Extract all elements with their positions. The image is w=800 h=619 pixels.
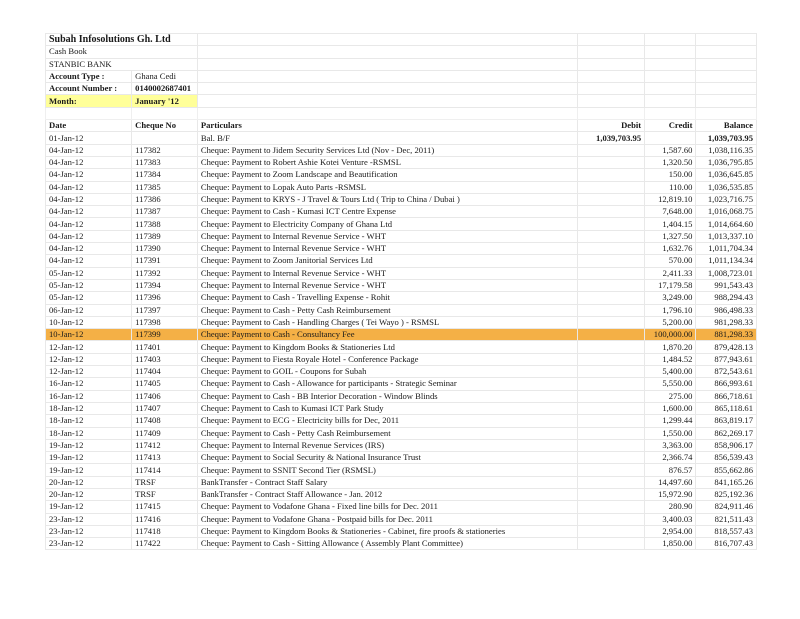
cell-balance: 1,011,704.34 xyxy=(696,243,757,255)
cell-cheque: 117385 xyxy=(132,181,198,193)
cell-particulars: Cheque: Payment to Cash - Handling Charges ( Tei Wayo ) - RSMSL xyxy=(197,316,578,328)
table-row xyxy=(46,415,757,427)
account-number-row xyxy=(46,83,757,95)
cell-particulars: Cheque: Payment to Robert Ashie Kotei Venture -RSMSL xyxy=(197,156,578,168)
cell-date: 19-Jan-12 xyxy=(46,501,132,513)
cell-particulars: Cheque: Payment to Jidem Security Services Ltd (Nov - Dec, 2011) xyxy=(197,144,578,156)
cell-cheque: 117406 xyxy=(132,390,198,402)
cell-cheque: 117422 xyxy=(132,538,198,550)
cell-particulars: Cheque: Payment to Cash - Sitting Allowance ( Assembly Plant Committee) xyxy=(197,538,578,550)
cell-credit: 1,587.60 xyxy=(645,144,696,156)
cell-date: 12-Jan-12 xyxy=(46,353,132,365)
column-header-row xyxy=(46,120,757,132)
cell-particulars: Cheque: Payment to Internal Revenue Service - WHT xyxy=(197,279,578,291)
cell-credit: 17,179.58 xyxy=(645,279,696,291)
cell-balance: 841,165.26 xyxy=(696,476,757,488)
cell-debit xyxy=(578,156,645,168)
cell-cheque: 117416 xyxy=(132,513,198,525)
month-row xyxy=(46,95,757,107)
cell-particulars: Cheque: Payment to Cash to Kumasi ICT Park Study xyxy=(197,402,578,414)
cell-balance: 1,023,716.75 xyxy=(696,193,757,205)
cell-date: 16-Jan-12 xyxy=(46,390,132,402)
cell-credit: 15,972.90 xyxy=(645,488,696,500)
column-header-balance: Balance xyxy=(696,120,757,132)
table-row xyxy=(46,230,757,242)
cell-credit: 100,000.00 xyxy=(645,329,696,341)
cell-balance: 1,011,134.34 xyxy=(696,255,757,267)
cell-cheque: 117391 xyxy=(132,255,198,267)
cell-debit xyxy=(578,193,645,205)
cell-particulars: Cheque: Payment to GOIL - Coupons for Subah xyxy=(197,366,578,378)
table-row xyxy=(46,538,757,550)
cell-balance: 866,993.61 xyxy=(696,378,757,390)
table-row xyxy=(46,218,757,230)
cell-particulars: BankTransfer - Contract Staff Salary xyxy=(197,476,578,488)
cell-date: 18-Jan-12 xyxy=(46,427,132,439)
cell-cheque: TRSF xyxy=(132,476,198,488)
cell-debit xyxy=(578,366,645,378)
cell-date: 05-Jan-12 xyxy=(46,292,132,304)
cell-debit xyxy=(578,452,645,464)
cell-cheque: 117401 xyxy=(132,341,198,353)
cell-date: 18-Jan-12 xyxy=(46,402,132,414)
cell-credit: 876.57 xyxy=(645,464,696,476)
cell-particulars: Cheque: Payment to Vodafone Ghana - Postpaid bills for Dec. 2011 xyxy=(197,513,578,525)
cell-balance: 862,269.17 xyxy=(696,427,757,439)
table-row xyxy=(46,132,757,144)
cell-cheque: 117383 xyxy=(132,156,198,168)
cell-date: 23-Jan-12 xyxy=(46,538,132,550)
table-row xyxy=(46,488,757,500)
cell-date: 04-Jan-12 xyxy=(46,156,132,168)
account-type-value: Ghana Cedi xyxy=(132,70,198,82)
cell-debit xyxy=(578,402,645,414)
cell-balance: 872,543.61 xyxy=(696,366,757,378)
cell-debit xyxy=(578,206,645,218)
column-header-debit: Debit xyxy=(578,120,645,132)
cell-balance: 856,539.43 xyxy=(696,452,757,464)
cell-debit xyxy=(578,169,645,181)
cell-particulars: Cheque: Payment to Electricity Company of Ghana Ltd xyxy=(197,218,578,230)
cell-date: 18-Jan-12 xyxy=(46,415,132,427)
table-row xyxy=(46,402,757,414)
cell-debit xyxy=(578,316,645,328)
cell-credit: 280.90 xyxy=(645,501,696,513)
table-row xyxy=(46,427,757,439)
table-row xyxy=(46,439,757,451)
cell-credit: 1,320.50 xyxy=(645,156,696,168)
cell-date: 04-Jan-12 xyxy=(46,230,132,242)
cell-date: 04-Jan-12 xyxy=(46,218,132,230)
cell-credit: 5,400.00 xyxy=(645,366,696,378)
cell-balance: 818,557.43 xyxy=(696,525,757,537)
cell-particulars: Cheque: Payment to Fiesta Royale Hotel - Conference Package xyxy=(197,353,578,365)
cell-cheque: 117394 xyxy=(132,279,198,291)
cell-credit: 1,299.44 xyxy=(645,415,696,427)
cell-debit xyxy=(578,501,645,513)
cell-cheque: 117407 xyxy=(132,402,198,414)
cell-particulars: Cheque: Payment to Cash - Consultancy Fee xyxy=(197,329,578,341)
cell-balance: 816,707.43 xyxy=(696,538,757,550)
book-row xyxy=(46,46,757,58)
cell-balance: 881,298.33 xyxy=(696,329,757,341)
cell-date: 05-Jan-12 xyxy=(46,267,132,279)
cell-balance: 986,498.33 xyxy=(696,304,757,316)
cell-debit xyxy=(578,243,645,255)
cell-date: 19-Jan-12 xyxy=(46,464,132,476)
cell-credit: 150.00 xyxy=(645,169,696,181)
cell-date: 01-Jan-12 xyxy=(46,132,132,144)
cell-balance: 1,016,068.75 xyxy=(696,206,757,218)
cell-balance: 1,013,337.10 xyxy=(696,230,757,242)
bank-row xyxy=(46,58,757,70)
cell-balance: 988,294.43 xyxy=(696,292,757,304)
cash-book-sheet xyxy=(45,33,757,550)
cell-date: 23-Jan-12 xyxy=(46,513,132,525)
cell-debit xyxy=(578,181,645,193)
cell-credit: 570.00 xyxy=(645,255,696,267)
table-row xyxy=(46,353,757,365)
cell-cheque: 117392 xyxy=(132,267,198,279)
cell-balance: 858,906.17 xyxy=(696,439,757,451)
cell-particulars: Cheque: Payment to Internal Revenue Service - WHT xyxy=(197,267,578,279)
cell-particulars: Cheque: Payment to ECG - Electricity bills for Dec, 2011 xyxy=(197,415,578,427)
cell-debit xyxy=(578,538,645,550)
account-type-row xyxy=(46,70,757,82)
cell-date: 04-Jan-12 xyxy=(46,255,132,267)
table-row xyxy=(46,181,757,193)
cell-debit xyxy=(578,267,645,279)
cell-particulars: Cheque: Payment to Zoom Janitorial Services Ltd xyxy=(197,255,578,267)
table-row xyxy=(46,476,757,488)
account-type-label: Account Type : xyxy=(46,70,132,82)
cell-date: 19-Jan-12 xyxy=(46,452,132,464)
cell-cheque: 117412 xyxy=(132,439,198,451)
cell-credit: 5,550.00 xyxy=(645,378,696,390)
cell-particulars: Cheque: Payment to Social Security & National Insurance Trust xyxy=(197,452,578,464)
cell-date: 20-Jan-12 xyxy=(46,476,132,488)
table-row xyxy=(46,316,757,328)
cell-date: 10-Jan-12 xyxy=(46,329,132,341)
cell-debit xyxy=(578,230,645,242)
cell-credit: 1,632.76 xyxy=(645,243,696,255)
cell-particulars: Cheque: Payment to Cash - Petty Cash Reimbursement xyxy=(197,427,578,439)
table-row xyxy=(46,464,757,476)
cell-credit: 275.00 xyxy=(645,390,696,402)
cell-credit: 2,411.33 xyxy=(645,267,696,279)
cell-debit xyxy=(578,378,645,390)
column-header-date: Date xyxy=(46,120,132,132)
month-label: Month: xyxy=(46,95,132,107)
cell-credit: 7,648.00 xyxy=(645,206,696,218)
table-row xyxy=(46,279,757,291)
cell-cheque: 117388 xyxy=(132,218,198,230)
cell-balance: 991,543.43 xyxy=(696,279,757,291)
account-number-label: Account Number : xyxy=(46,83,132,95)
table-row xyxy=(46,206,757,218)
cell-debit xyxy=(578,488,645,500)
cell-particulars: Cheque: Payment to Internal Revenue Service - WHT xyxy=(197,230,578,242)
cell-date: 10-Jan-12 xyxy=(46,316,132,328)
cell-cheque: 117408 xyxy=(132,415,198,427)
cell-cheque: 117386 xyxy=(132,193,198,205)
cell-credit: 5,200.00 xyxy=(645,316,696,328)
cell-credit: 1,796.10 xyxy=(645,304,696,316)
cell-date: 20-Jan-12 xyxy=(46,488,132,500)
cell-balance: 863,819.17 xyxy=(696,415,757,427)
cell-credit: 14,497.60 xyxy=(645,476,696,488)
cell-debit xyxy=(578,304,645,316)
cell-cheque: 117399 xyxy=(132,329,198,341)
cell-particulars: Cheque: Payment to Kingdom Books & Stationeries Ltd xyxy=(197,341,578,353)
cell-credit: 3,363.00 xyxy=(645,439,696,451)
cell-cheque: 117418 xyxy=(132,525,198,537)
cell-debit xyxy=(578,464,645,476)
cell-debit xyxy=(578,279,645,291)
cell-balance: 821,511.43 xyxy=(696,513,757,525)
cell-debit xyxy=(578,292,645,304)
cell-date: 06-Jan-12 xyxy=(46,304,132,316)
cell-cheque: 117389 xyxy=(132,230,198,242)
cell-credit: 3,400.03 xyxy=(645,513,696,525)
table-row xyxy=(46,156,757,168)
column-header-cheque: Cheque No xyxy=(132,120,198,132)
cell-credit: 1,484.52 xyxy=(645,353,696,365)
cell-credit: 1,870.20 xyxy=(645,341,696,353)
table-row xyxy=(46,390,757,402)
cell-particulars: Cheque: Payment to SSNIT Second Tier (RSMSL) xyxy=(197,464,578,476)
cell-date: 04-Jan-12 xyxy=(46,206,132,218)
cell-credit: 1,404.15 xyxy=(645,218,696,230)
cell-cheque: 117413 xyxy=(132,452,198,464)
cell-particulars: Cheque: Payment to Lopak Auto Parts -RSMSL xyxy=(197,181,578,193)
cell-credit: 110.00 xyxy=(645,181,696,193)
cell-debit xyxy=(578,476,645,488)
table-row xyxy=(46,255,757,267)
spacer-row xyxy=(46,107,757,119)
cell-credit: 3,249.00 xyxy=(645,292,696,304)
cell-particulars: Cheque: Payment to KRYS - J Travel & Tours Ltd ( Trip to China / Dubai ) xyxy=(197,193,578,205)
cell-date: 16-Jan-12 xyxy=(46,378,132,390)
table-row xyxy=(46,513,757,525)
cell-date: 04-Jan-12 xyxy=(46,243,132,255)
table-row xyxy=(46,304,757,316)
cell-particulars: Cheque: Payment to Cash - BB Interior Decoration - Window Blinds xyxy=(197,390,578,402)
table-row xyxy=(46,525,757,537)
cell-balance: 879,428.13 xyxy=(696,341,757,353)
cell-balance: 825,192.36 xyxy=(696,488,757,500)
cell-cheque: 117409 xyxy=(132,427,198,439)
cell-credit: 2,954.00 xyxy=(645,525,696,537)
cell-date: 19-Jan-12 xyxy=(46,439,132,451)
account-number-value: 0140002687401 xyxy=(132,83,198,95)
table-row xyxy=(46,452,757,464)
cell-debit xyxy=(578,329,645,341)
cell-credit: 12,819.10 xyxy=(645,193,696,205)
cell-date: 12-Jan-12 xyxy=(46,341,132,353)
cell-debit xyxy=(578,255,645,267)
cell-balance: 1,036,795.85 xyxy=(696,156,757,168)
cell-cheque: 117415 xyxy=(132,501,198,513)
cell-particulars: Cheque: Payment to Kingdom Books & Stationeries - Cabinet, fire proofs & stationeries xyxy=(197,525,578,537)
cell-balance: 1,008,723.01 xyxy=(696,267,757,279)
cell-cheque: 117387 xyxy=(132,206,198,218)
cell-cheque: 117398 xyxy=(132,316,198,328)
table-row xyxy=(46,501,757,513)
table-row xyxy=(46,193,757,205)
cell-particulars: BankTransfer - Contract Staff Allowance - Jan. 2012 xyxy=(197,488,578,500)
cell-cheque: 117405 xyxy=(132,378,198,390)
column-header-credit: Credit xyxy=(645,120,696,132)
cell-cheque: TRSF xyxy=(132,488,198,500)
table-row xyxy=(46,378,757,390)
table-row xyxy=(46,267,757,279)
cell-particulars: Cheque: Payment to Internal Revenue Services (IRS) xyxy=(197,439,578,451)
cell-debit xyxy=(578,513,645,525)
cell-date: 04-Jan-12 xyxy=(46,169,132,181)
cell-balance: 865,118.61 xyxy=(696,402,757,414)
cell-cheque: 117384 xyxy=(132,169,198,181)
cell-balance: 1,014,664.60 xyxy=(696,218,757,230)
cell-particulars: Cheque: Payment to Cash - Travelling Expense - Rohit xyxy=(197,292,578,304)
cell-cheque xyxy=(132,132,198,144)
table-row xyxy=(46,341,757,353)
column-header-particulars: Particulars xyxy=(197,120,578,132)
cell-debit xyxy=(578,390,645,402)
cell-particulars: Cheque: Payment to Vodafone Ghana - Fixed line bills for Dec. 2011 xyxy=(197,501,578,513)
cell-date: 04-Jan-12 xyxy=(46,193,132,205)
cell-balance: 1,038,116.35 xyxy=(696,144,757,156)
book-name: Cash Book xyxy=(46,46,198,58)
cell-particulars: Cheque: Payment to Cash - Allowance for participants - Strategic Seminar xyxy=(197,378,578,390)
cell-balance: 824,911.46 xyxy=(696,501,757,513)
cell-date: 04-Jan-12 xyxy=(46,181,132,193)
cell-debit xyxy=(578,427,645,439)
cell-balance: 1,036,535.85 xyxy=(696,181,757,193)
cell-credit: 1,850.00 xyxy=(645,538,696,550)
cell-balance: 877,943.61 xyxy=(696,353,757,365)
table-row xyxy=(46,144,757,156)
cell-date: 12-Jan-12 xyxy=(46,366,132,378)
company-name: Subah Infosolutions Gh. Ltd xyxy=(46,34,198,46)
cell-balance: 866,718.61 xyxy=(696,390,757,402)
cell-particulars: Cheque: Payment to Zoom Landscape and Beautification xyxy=(197,169,578,181)
cell-date: 04-Jan-12 xyxy=(46,144,132,156)
cell-debit xyxy=(578,415,645,427)
cell-cheque: 117414 xyxy=(132,464,198,476)
cell-credit: 1,550.00 xyxy=(645,427,696,439)
cell-debit xyxy=(578,353,645,365)
table-row xyxy=(46,169,757,181)
cell-cheque: 117396 xyxy=(132,292,198,304)
cell-credit xyxy=(645,132,696,144)
cell-cheque: 117382 xyxy=(132,144,198,156)
cell-cheque: 117390 xyxy=(132,243,198,255)
cell-particulars: Bal. B/F xyxy=(197,132,578,144)
cell-debit xyxy=(578,341,645,353)
cell-balance: 1,036,645.85 xyxy=(696,169,757,181)
cell-credit: 1,327.50 xyxy=(645,230,696,242)
cell-date: 23-Jan-12 xyxy=(46,525,132,537)
cell-credit: 2,366.74 xyxy=(645,452,696,464)
cell-cheque: 117404 xyxy=(132,366,198,378)
cell-credit: 1,600.00 xyxy=(645,402,696,414)
cell-debit xyxy=(578,218,645,230)
cell-cheque: 117403 xyxy=(132,353,198,365)
bank-name: STANBIC BANK xyxy=(46,58,198,70)
cell-particulars: Cheque: Payment to Cash - Petty Cash Reimbursement xyxy=(197,304,578,316)
table-row xyxy=(46,329,757,341)
cell-date: 05-Jan-12 xyxy=(46,279,132,291)
company-row xyxy=(46,34,757,46)
cell-balance: 855,662.86 xyxy=(696,464,757,476)
table-row xyxy=(46,366,757,378)
cell-debit: 1,039,703.95 xyxy=(578,132,645,144)
cell-particulars: Cheque: Payment to Cash - Kumasi ICT Centre Expense xyxy=(197,206,578,218)
cash-book-table xyxy=(45,33,757,550)
cell-debit xyxy=(578,525,645,537)
month-value: January '12 xyxy=(132,95,198,107)
cell-balance: 981,298.33 xyxy=(696,316,757,328)
table-row xyxy=(46,243,757,255)
table-row xyxy=(46,292,757,304)
cell-balance: 1,039,703.95 xyxy=(696,132,757,144)
cell-debit xyxy=(578,439,645,451)
cell-particulars: Cheque: Payment to Internal Revenue Service - WHT xyxy=(197,243,578,255)
cell-cheque: 117397 xyxy=(132,304,198,316)
cell-debit xyxy=(578,144,645,156)
